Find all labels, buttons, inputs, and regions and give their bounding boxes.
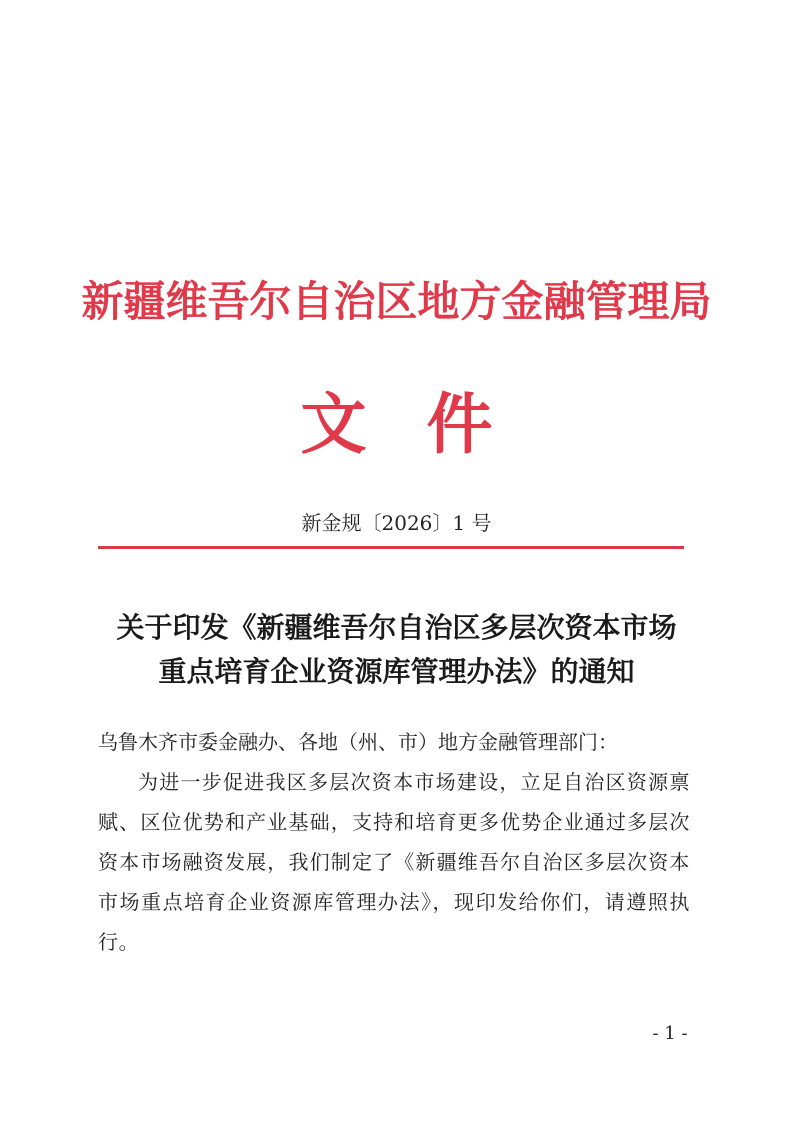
body-paragraph: 为进一步促进我区多层次资本市场建设，立足自治区资源禀赋、区位优势和产业基础，支持和培育更多优势企业通过多层次资本市场融资发展，我们制定了《新疆维吾尔自治区多层次资本市场重点培育企业资源库管理办法》，现印发给你们，请遵照执行。 (98, 770, 690, 954)
salutation: 乌鲁木齐市委金融办、各地（州、市）地方金融管理部门： (98, 730, 618, 754)
notice-title (0, 606, 793, 694)
notice-title-line-1: 关于印发《新疆维吾尔自治区多层次资本市场 (116, 611, 677, 644)
document-number: 新金规〔2026〕1 号 (301, 511, 492, 535)
issuer-name: 新疆维吾尔自治区地方金融管理局 (81, 277, 712, 326)
notice-body (98, 722, 690, 962)
notice-title-line-2: 重点培育企业资源库管理办法》的通知 (158, 655, 635, 688)
document-kind-label: 文件 (300, 386, 553, 463)
red-separator-line (98, 546, 684, 549)
page-number: - 1 - (652, 1023, 688, 1044)
